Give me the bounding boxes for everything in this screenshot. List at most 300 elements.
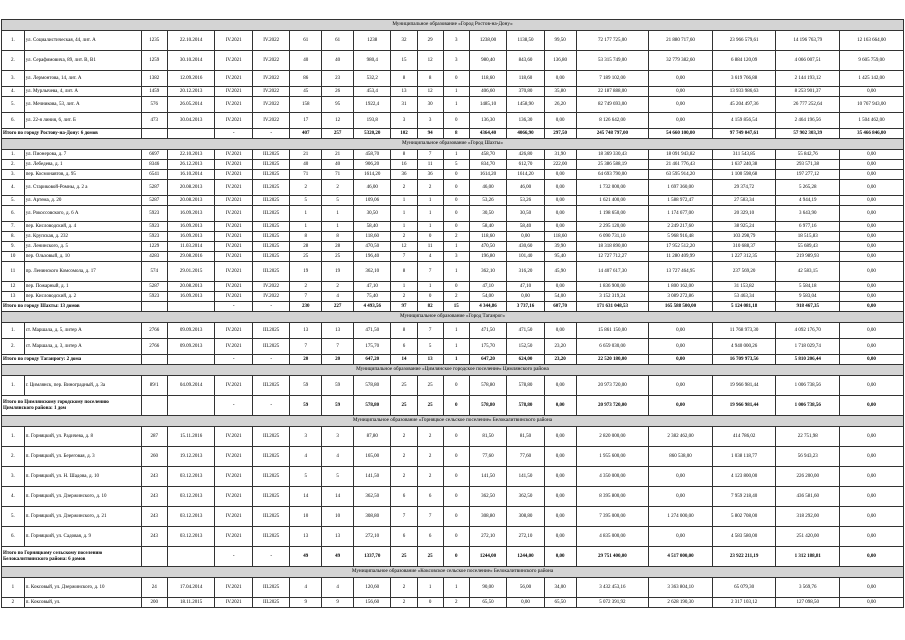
table-row xyxy=(2,487,904,507)
table-cell: 1 xyxy=(322,206,354,222)
table-cell: 13 xyxy=(290,323,322,339)
table-cell: 19 xyxy=(290,262,322,282)
table-cell: 4 092 176,70 xyxy=(776,323,840,339)
table-cell: 860 538,00 xyxy=(649,447,713,467)
table-cell: 4 159 856,54 xyxy=(712,113,776,129)
table-cell: 16.09.2013 xyxy=(167,292,215,302)
table-cell: 16.10.2014 xyxy=(167,170,215,180)
table-cell: 13 xyxy=(322,527,354,547)
table-cell: 20 973 720,00 xyxy=(576,376,649,396)
table-cell: 0,00 xyxy=(839,262,903,282)
table-cell: 30,50 xyxy=(354,206,391,222)
table-cell: 1 xyxy=(443,87,469,97)
table-cell: 57 902 303,39 xyxy=(776,129,840,139)
total-row xyxy=(2,129,904,139)
table-cell: 17 xyxy=(290,113,322,129)
table-cell: 27 583,34 xyxy=(712,196,776,206)
address-cell: ул. Социалистическая, 44, лит. А xyxy=(24,31,141,51)
table-cell: 0 xyxy=(443,447,469,467)
table-cell: 7 xyxy=(290,292,322,302)
table-cell: 0,00 xyxy=(544,282,576,292)
table-cell: III.2025 xyxy=(252,376,289,396)
table-cell: 1 836 900,00 xyxy=(576,282,649,292)
table-cell: 5 xyxy=(290,196,322,206)
table-row xyxy=(2,262,904,282)
table-cell: III.2025 xyxy=(252,160,289,170)
table-cell: 17.04.2014 xyxy=(167,578,215,598)
table-cell: 1 732 000,00 xyxy=(576,180,649,196)
table-cell: 11 768 973,30 xyxy=(712,323,776,339)
table-cell: 1922,4 xyxy=(354,97,391,113)
table-row xyxy=(2,242,904,252)
table-cell: 16.09.2013 xyxy=(167,222,215,232)
section-title: Муниципальное образование «Горняцкое сельское поселение» Белокалитвинского района xyxy=(2,416,904,427)
table-cell: 32 779 382,60 xyxy=(649,51,713,71)
table-cell: 5 968 916,48 xyxy=(649,232,713,242)
table-cell: 21 xyxy=(290,150,322,160)
table-cell: 0,00 xyxy=(839,242,903,252)
table-cell: 19 966 981,44 xyxy=(712,376,776,396)
table-cell: III.2025 xyxy=(252,527,289,547)
table-cell: 297,50 xyxy=(544,129,576,139)
table-cell: 25 xyxy=(322,252,354,262)
table-cell: 5 124 081,18 xyxy=(712,302,776,312)
table-cell: 59 xyxy=(322,376,354,396)
table-cell: 458,70 xyxy=(469,150,506,160)
table-cell: 13 xyxy=(391,87,417,97)
table-cell: 58,40 xyxy=(354,222,391,232)
table-cell: 34,00 xyxy=(544,578,576,598)
table-cell: 3 xyxy=(417,113,443,129)
table-cell: 1 274 000,00 xyxy=(649,507,713,527)
table-cell: 2 295 120,00 xyxy=(576,222,649,232)
table-cell: 0 xyxy=(443,113,469,129)
table-cell: 12 727 712,27 xyxy=(576,252,649,262)
table-cell: 53,26 xyxy=(507,196,544,206)
table-cell: 30,50 xyxy=(469,206,506,222)
table-cell: 1. xyxy=(2,323,25,339)
table-cell: 49 xyxy=(290,547,322,567)
table-cell: 13 727 464,95 xyxy=(649,262,713,282)
table-cell: 56,00 xyxy=(507,578,544,598)
table-cell: 843,60 xyxy=(507,51,544,71)
table-cell: 29 xyxy=(417,31,443,51)
table-cell: 22.10.2014 xyxy=(167,31,215,51)
table-cell: 2 xyxy=(391,578,417,598)
table-cell: 103 298,79 xyxy=(712,232,776,242)
table-cell: 2 xyxy=(417,447,443,467)
table-cell: 0,00 xyxy=(649,339,713,355)
table-cell: 1459 xyxy=(141,87,167,97)
table-cell: 14 xyxy=(391,355,417,365)
table-row xyxy=(2,160,904,170)
table-cell: 1 038 118,77 xyxy=(712,447,776,467)
table-cell: 257 xyxy=(322,129,354,139)
table-cell: 3 152 319,24 xyxy=(576,292,649,302)
table-row xyxy=(2,150,904,160)
table-cell: 0,00 xyxy=(544,507,576,527)
table-cell: 32 xyxy=(391,31,417,51)
table-cell: 1 xyxy=(391,206,417,222)
table-cell: 0,00 xyxy=(544,113,576,129)
table-cell: 1238,00 xyxy=(469,31,506,51)
table-cell: 5 xyxy=(290,467,322,487)
table-cell: 1 xyxy=(391,222,417,232)
table-cell: 578,80 xyxy=(469,376,506,396)
table-cell: 2 xyxy=(290,282,322,292)
address-cell: пр. Ленинского Комсомола, д. 17 xyxy=(24,262,141,282)
section-title: Муниципальное образование «Город Ростов-на-Дону» xyxy=(2,20,904,31)
table-cell: 12 xyxy=(391,242,417,252)
table-cell: 458,70 xyxy=(354,150,391,160)
table-cell: 308,80 xyxy=(507,507,544,527)
address-cell: пер. Космонавтов, д. 95 xyxy=(24,170,141,180)
table-cell: IV.2021 xyxy=(215,180,252,196)
table-cell: 1458,90 xyxy=(507,97,544,113)
table-cell: 4 517 000,00 xyxy=(649,547,713,567)
table-cell: 5 xyxy=(322,196,354,206)
table-cell: 0,00 xyxy=(649,71,713,87)
address-cell: ст. Маршала, д. 3, литер А xyxy=(24,339,141,355)
table-cell: 308,80 xyxy=(469,507,506,527)
table-cell: 0,00 xyxy=(839,355,903,365)
table-cell: 54,00 xyxy=(469,292,506,302)
table-cell: 430,60 xyxy=(507,242,544,252)
table-cell: 56 943,23 xyxy=(776,447,840,467)
table-cell: IV.2021 xyxy=(215,527,252,547)
table-cell: 40 xyxy=(322,51,354,71)
table-cell: 25 xyxy=(391,376,417,396)
table-cell: 25 xyxy=(417,376,443,396)
table-cell: 6 xyxy=(417,487,443,507)
table-cell: 1. xyxy=(2,376,25,396)
table-cell: 6. xyxy=(2,113,25,129)
table-cell: 171 631 048,53 xyxy=(576,302,649,312)
table-cell: III.2025 xyxy=(252,262,289,282)
table-cell: 0,00 xyxy=(839,527,903,547)
table-cell: 0,00 xyxy=(649,527,713,547)
table-cell: 0 xyxy=(443,222,469,232)
table-cell: 86 xyxy=(290,71,322,87)
table-cell: - xyxy=(252,355,289,365)
table-cell xyxy=(167,129,215,139)
table-cell: 141,50 xyxy=(469,467,506,487)
table-cell: 77,60 xyxy=(469,447,506,467)
address-cell: г. Цимлянск, пер. Виноградный, д. 3а xyxy=(24,376,141,396)
table-cell: 2 xyxy=(443,292,469,302)
table-cell: 24 xyxy=(141,578,167,598)
table-cell: 2 xyxy=(322,180,354,196)
table-cell: - xyxy=(252,396,289,416)
table-cell: IV.2021 xyxy=(215,598,252,608)
table-cell: 0,00 xyxy=(507,232,544,242)
table-row xyxy=(2,507,904,527)
table-cell: IV.2021 xyxy=(215,222,252,232)
table-cell: 65,50 xyxy=(469,598,506,608)
table-cell: 6. xyxy=(2,527,25,547)
table-cell: 3 xyxy=(443,31,469,51)
table-cell: IV.2022 xyxy=(252,282,289,292)
table-cell: 136,30 xyxy=(469,113,506,129)
table-cell: 13 xyxy=(290,527,322,547)
table-cell: 2 xyxy=(443,598,469,608)
table-cell: 16.09.2013 xyxy=(167,206,215,222)
table-cell: 2766 xyxy=(141,323,167,339)
table-cell: 0,00 xyxy=(544,547,576,567)
table-cell: 7 xyxy=(391,252,417,262)
table-cell: 28 xyxy=(290,242,322,252)
table-cell: IV.2021 xyxy=(215,87,252,97)
table-cell: 6697 xyxy=(141,150,167,160)
table-cell: 61 xyxy=(290,31,322,51)
table-cell: 5287 xyxy=(141,282,167,292)
table-cell: 414 786,02 xyxy=(712,427,776,447)
table-cell: 26 xyxy=(322,87,354,97)
table-cell: 0,00 xyxy=(839,547,903,567)
table-cell: 19 966 981,44 xyxy=(712,396,776,416)
table-cell: 0,00 xyxy=(839,302,903,312)
table-cell: - xyxy=(252,547,289,567)
address-cell: пер. Пожарный, д. 1 xyxy=(24,282,141,292)
table-cell: 12 xyxy=(417,51,443,71)
table-cell: 0,00 xyxy=(544,396,576,416)
table-cell: 25 xyxy=(417,396,443,416)
table-cell xyxy=(141,302,167,312)
table-cell: IV.2022 xyxy=(252,97,289,113)
table-cell: 0,00 xyxy=(839,396,903,416)
table-cell: 1 xyxy=(391,282,417,292)
table-row xyxy=(2,578,904,598)
table-cell: 0 xyxy=(443,547,469,567)
table-cell: 578,80 xyxy=(469,396,506,416)
table-cell: 18 091 943,82 xyxy=(649,150,713,160)
table-cell: 8 xyxy=(391,262,417,282)
table-cell: IV.2021 xyxy=(215,206,252,222)
table-body xyxy=(2,20,904,608)
table-cell: 2 xyxy=(391,598,417,608)
table-cell xyxy=(141,129,167,139)
table-cell: 2 xyxy=(417,467,443,487)
table-cell: 0 xyxy=(443,487,469,507)
table-cell: 0,00 xyxy=(839,376,903,396)
table-cell: 3 xyxy=(443,252,469,262)
table-cell: 0,00 xyxy=(544,467,576,487)
table-cell: 11 280 409,99 xyxy=(649,252,713,262)
table-row xyxy=(2,31,904,51)
table-cell: 1259 xyxy=(141,51,167,71)
table-cell: 1138,50 xyxy=(507,31,544,51)
address-cell: п. Горняцкий, ул. Дзержинского, д. 10 xyxy=(24,487,141,507)
table-row xyxy=(2,222,904,232)
table-cell: 25 xyxy=(290,252,322,262)
table-cell xyxy=(167,396,215,416)
table-cell: 310 688,37 xyxy=(712,242,776,252)
table-cell: 15 xyxy=(391,51,417,71)
table-row xyxy=(2,170,904,180)
table-cell: IV.2021 xyxy=(215,150,252,160)
section-header-row xyxy=(2,20,904,31)
table-cell: 23,20 xyxy=(544,339,576,355)
table-cell: 90,00 xyxy=(469,578,506,598)
table-cell: 4066,90 xyxy=(507,129,544,139)
table-cell: 2 249 217,60 xyxy=(649,222,713,232)
table-cell: 5 072 391,92 xyxy=(576,598,649,608)
table-cell: 9. xyxy=(2,242,25,252)
total-label: Итого по Цимлянскому городскому поселению Цимлянского района: 1 дом xyxy=(2,396,142,416)
table-cell: 54,00 xyxy=(544,292,576,302)
table-cell: 9 xyxy=(290,598,322,608)
table-cell: 1 xyxy=(443,242,469,252)
table-cell: 1 425 142,00 xyxy=(839,71,903,87)
address-cell: п. Горняцкий, ул. Садовая, д. 9 xyxy=(24,527,141,547)
table-cell: 47,10 xyxy=(354,282,391,292)
table-cell: 7 189 102,00 xyxy=(576,71,649,87)
table-cell: 25 386 588,19 xyxy=(576,160,649,170)
section-title: Муниципальное образование «Город Шахты» xyxy=(2,139,904,150)
table-cell: 13 xyxy=(322,323,354,339)
table-cell: IV.2021 xyxy=(215,282,252,292)
table-cell: III.2025 xyxy=(252,578,289,598)
address-cell: ул. Крупская, д. 232 xyxy=(24,232,141,242)
table-cell xyxy=(167,302,215,312)
table-cell: 0,00 xyxy=(839,323,903,339)
table-row xyxy=(2,71,904,87)
table-cell: 243 xyxy=(141,467,167,487)
table-cell: 21 xyxy=(322,150,354,160)
table-cell: 26,20 xyxy=(544,97,576,113)
table-cell: III.2025 xyxy=(252,427,289,447)
table-cell: 193,8 xyxy=(354,113,391,129)
table-cell: 5. xyxy=(2,196,25,206)
table-cell: 75,40 xyxy=(354,292,391,302)
table-cell: 576 xyxy=(141,97,167,113)
table-cell: 624,00 xyxy=(507,355,544,365)
table-cell: 4 xyxy=(290,578,322,598)
table-cell: 612,70 xyxy=(507,160,544,170)
table-cell: 12 xyxy=(2,282,25,292)
table-cell: 21 880 717,60 xyxy=(649,31,713,51)
table-cell: 532,2 xyxy=(354,71,391,87)
table-cell: 55 689,43 xyxy=(776,242,840,252)
table-cell: 4 344,86 xyxy=(469,302,506,312)
table-cell: 4 xyxy=(322,578,354,598)
table-row xyxy=(2,427,904,447)
table-cell: 30 xyxy=(417,97,443,113)
table-cell: 1. xyxy=(2,150,25,160)
table-cell: 470,50 xyxy=(469,242,506,252)
table-cell: - xyxy=(252,129,289,139)
table-cell: 2 xyxy=(417,180,443,196)
table-cell: 8 xyxy=(322,232,354,242)
table-cell: 25 xyxy=(417,547,443,567)
table-cell: 471,50 xyxy=(354,323,391,339)
table-cell: 1 xyxy=(443,262,469,282)
table-cell: 04.09.2014 xyxy=(167,376,215,396)
table-cell: 1 227 312,35 xyxy=(712,252,776,262)
table-cell: 2 xyxy=(322,282,354,292)
table-cell: IV.2021 xyxy=(215,507,252,527)
table-cell: 4364,40 xyxy=(469,129,506,139)
table-cell: III.2025 xyxy=(252,150,289,160)
address-cell: ул. Мечникова, 53, лит. А xyxy=(24,97,141,113)
table-cell: IV.2021 xyxy=(215,467,252,487)
table-cell: 1 006 738,56 xyxy=(776,396,840,416)
table-cell: 272,10 xyxy=(354,527,391,547)
table-cell: 5923 xyxy=(141,206,167,222)
table-cell: 2 317 103,12 xyxy=(712,598,776,608)
table-cell: 8 xyxy=(290,232,322,242)
section-header-row xyxy=(2,567,904,578)
table-cell: 45,90 xyxy=(544,262,576,282)
table-cell: 26.05.2014 xyxy=(167,97,215,113)
table-cell: 23 922 211,19 xyxy=(712,547,776,567)
table-cell: 3. xyxy=(2,71,25,87)
table-cell: 03.12.2013 xyxy=(167,527,215,547)
table-cell: 2 xyxy=(391,232,417,242)
table-cell: 1 xyxy=(290,206,322,222)
table-cell: IV.2022 xyxy=(252,87,289,97)
table-cell: 311 543,85 xyxy=(712,150,776,160)
table-cell: 1 xyxy=(443,150,469,160)
table-cell: 0,00 xyxy=(649,97,713,113)
table-cell: 11 xyxy=(417,242,443,252)
address-cell: ул. Лермонтова, 14, лит. А xyxy=(24,71,141,87)
total-label: Итого по городу Шахты: 13 домов xyxy=(2,302,142,312)
table-row xyxy=(2,282,904,292)
table-cell: 243 xyxy=(141,507,167,527)
table-cell: 1 504 462,00 xyxy=(839,113,903,129)
table-cell: 58,40 xyxy=(507,222,544,232)
table-cell: 63 595 914,20 xyxy=(649,170,713,180)
table-cell: 362,50 xyxy=(354,487,391,507)
table-cell: 5923 xyxy=(141,232,167,242)
table-cell: IV.2021 xyxy=(215,196,252,206)
table-cell: 4 835 000,00 xyxy=(576,527,649,547)
table-cell: 0,00 xyxy=(839,206,903,222)
table-cell: 980,40 xyxy=(469,51,506,71)
table-cell: 0 xyxy=(417,598,443,608)
table-cell: 118,60 xyxy=(544,232,576,242)
total-row xyxy=(2,302,904,312)
table-cell: 1 637 240,38 xyxy=(712,160,776,170)
table-cell: 6. xyxy=(2,206,25,222)
total-row xyxy=(2,547,904,567)
table-cell: 9 583,04 xyxy=(776,292,840,302)
table-row xyxy=(2,196,904,206)
table-cell: 09.09.2013 xyxy=(167,323,215,339)
table-cell: 1 174 677,00 xyxy=(649,206,713,222)
table-cell: 35,80 xyxy=(544,87,576,97)
table-cell: 2 xyxy=(391,427,417,447)
table-cell: 8 xyxy=(417,71,443,87)
table-cell: 2 628 190,30 xyxy=(649,598,713,608)
table-cell: 6 xyxy=(391,487,417,507)
table-cell: IV.2022 xyxy=(252,71,289,87)
table-cell: 11 xyxy=(417,160,443,170)
table-cell: 6 xyxy=(391,339,417,355)
table-cell: 64 693 790,00 xyxy=(576,170,649,180)
table-cell: 59 xyxy=(290,376,322,396)
table-cell: 101,40 xyxy=(507,252,544,262)
table-cell: 175,70 xyxy=(354,339,391,355)
table-cell: - xyxy=(215,302,252,312)
table-cell: 20.08.2013 xyxy=(167,282,215,292)
table-row xyxy=(2,376,904,396)
table-cell: 99,50 xyxy=(544,31,576,51)
table-cell: 0 xyxy=(443,427,469,447)
table-cell: 72 177 725,00 xyxy=(576,31,649,51)
table-cell: 578,80 xyxy=(354,396,391,416)
